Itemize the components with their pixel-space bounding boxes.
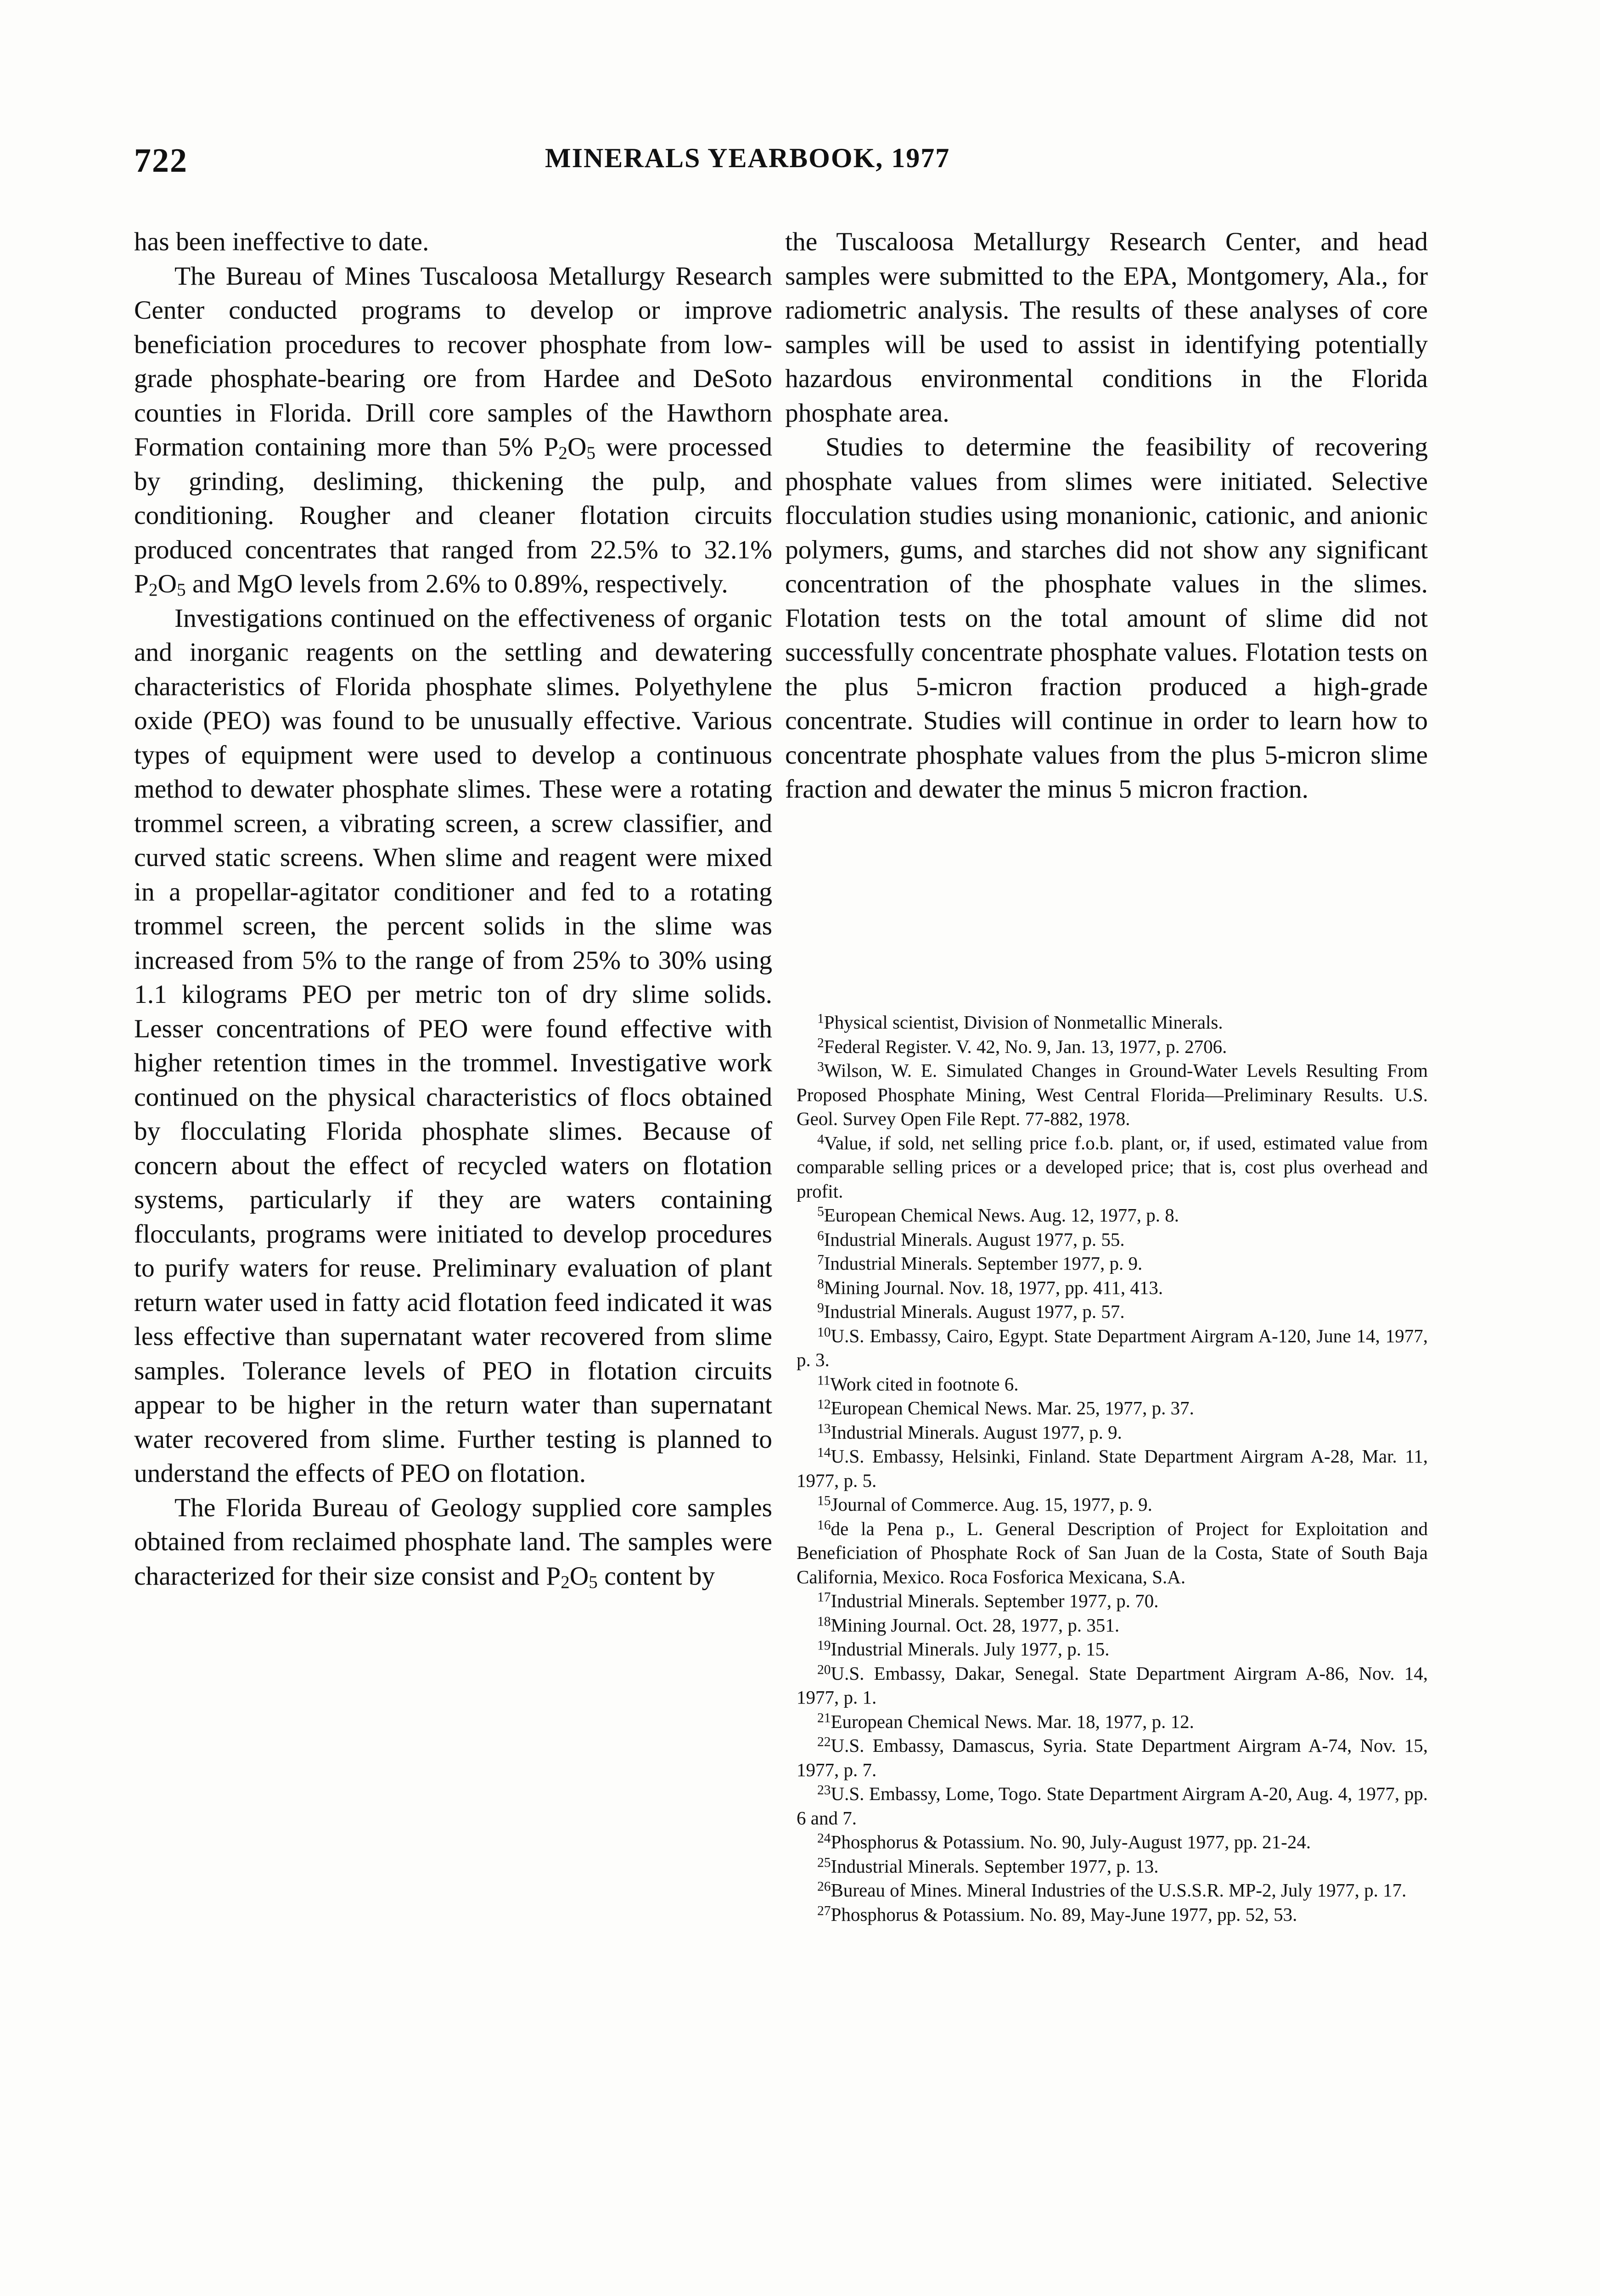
footnote-text: Federal Register. V. 42, No. 9, Jan. 13, 1977, p. 2706.: [824, 1035, 1227, 1057]
footnote-item: [797, 1372, 1428, 1396]
footnote-number: 5: [817, 1204, 824, 1219]
paragraph: Studies to determine the feasibility of recovering phosphate values from slimes were initiated. Selective flocculation studies using monanionic, cationic, and anionic polymers, gums, and starches did not show any significant concentration of the phosphate values in the slimes. Flotation tests on the total amount of slime did not successfully concentrate phosphate values. Flotation tests on the plus 5-micron fraction produced a high-grade concentrate. Studies will continue in order to learn how to concentrate phosphate values from the plus 5-micron slime fraction and dewater the minus 5 micron fraction.: [785, 433, 1428, 804]
footnote-item: [797, 1710, 1428, 1734]
footnote-item: [797, 1733, 1428, 1782]
footnote-text: Mining Journal. Oct. 28, 1977, p. 351.: [831, 1614, 1120, 1636]
footnote-text: U.S. Embassy, Damascus, Syria. State Department Airgram A-74, Nov. 15, 1977, p. 7.: [797, 1735, 1428, 1780]
footnote-text: Phosphorus & Potassium. No. 89, May-June 1977, pp. 52, 53.: [831, 1903, 1297, 1925]
footnote-item: [797, 1637, 1428, 1661]
footnote-item: [797, 1227, 1428, 1252]
footnote-number: 3: [817, 1059, 824, 1075]
footnote-item: [797, 1251, 1428, 1276]
footnote-text: European Chemical News. Mar. 18, 1977, p. 12.: [831, 1711, 1194, 1732]
footnote-number: 4: [817, 1132, 824, 1147]
footnote-item: [797, 1300, 1428, 1324]
footnote-text: Industrial Minerals. September 1977, p. 70.: [831, 1590, 1159, 1611]
footnote-text: de la Pena p., L. General Description of Project for Exploitation and Beneficiation of Phosphate Rock of San Juan de la Costa, State of South Baja California, Mexico. Roca Fosforica Mexicana, S.A.: [797, 1518, 1428, 1587]
footnote-number: 16: [817, 1518, 831, 1533]
footnote-number: 8: [817, 1277, 824, 1292]
footnote-text: Mining Journal. Nov. 18, 1977, pp. 411, 413.: [824, 1277, 1163, 1298]
footnote-number: 18: [817, 1614, 831, 1629]
footnote-item: [797, 1830, 1428, 1854]
footnote-item: [797, 1276, 1428, 1300]
footnote-item: [797, 1324, 1428, 1372]
footnote-number: 27: [817, 1903, 831, 1919]
right-column: [785, 225, 1428, 807]
footnote-item: [797, 1613, 1428, 1638]
page-number: 722: [134, 142, 188, 180]
footnote-text: Industrial Minerals. August 1977, p. 57.: [824, 1301, 1125, 1322]
footnotes-section: [797, 1010, 1428, 1926]
footnote-item: [797, 1035, 1428, 1059]
footnote-text: U.S. Embassy, Helsinki, Finland. State Department Airgram A-28, Mar. 11, 1977, p. 5.: [797, 1446, 1428, 1491]
footnote-number: 7: [817, 1252, 824, 1267]
footnote-item: [797, 1131, 1428, 1204]
footnote-item: [797, 1420, 1428, 1445]
footnote-number: 10: [817, 1325, 831, 1340]
footnote-item: [797, 1782, 1428, 1830]
footnote-number: 12: [817, 1397, 831, 1412]
footnote-text: Wilson, W. E. Simulated Changes in Ground-Water Levels Resulting From Proposed Phosphate Mining, West Central Florida—Preliminary Results. U.S. Geol. Survey Open File Rept. 77-882, 1978.: [797, 1060, 1428, 1129]
footnote-text: U.S. Embassy, Lome, Togo. State Department Airgram A-20, Aug. 4, 1977, pp. 6 and 7.: [797, 1783, 1428, 1829]
footnote-item: [797, 1444, 1428, 1492]
footnote-text: European Chemical News. Aug. 12, 1977, p. 8.: [824, 1204, 1179, 1226]
footnote-item: [797, 1058, 1428, 1131]
footnote-number: 25: [817, 1855, 831, 1870]
paragraph: The Florida Bureau of Geology supplied core samples obtained from reclaimed phosphate land. The samples were characterized for their size consist and $P_2O_5$ content by: [134, 1493, 772, 1592]
footnote-number: 20: [817, 1662, 831, 1677]
left-column: [134, 225, 772, 1593]
footnote-text: Journal of Commerce. Aug. 15, 1977, p. 9.: [831, 1494, 1152, 1515]
footnote-item: [797, 1492, 1428, 1517]
footnote-number: 26: [817, 1879, 831, 1894]
footnote-item: [797, 1878, 1428, 1902]
footnote-item: [797, 1902, 1428, 1927]
footnote-number: 11: [817, 1373, 831, 1388]
footnote-item: [797, 1661, 1428, 1710]
paragraph: has been ineffective to date.: [134, 227, 429, 256]
footnote-text: Physical scientist, Division of Nonmetallic Minerals.: [824, 1012, 1223, 1033]
running-title: MINERALS YEARBOOK, 1977: [545, 143, 950, 173]
footnote-number: 17: [817, 1590, 831, 1605]
footnote-number: 23: [817, 1783, 831, 1798]
footnote-text: Industrial Minerals. September 1977, p. 9.: [824, 1253, 1143, 1274]
footnote-number: 6: [817, 1228, 824, 1244]
footnote-text: Industrial Minerals. July 1977, p. 15.: [831, 1638, 1110, 1660]
footnote-text: Value, if sold, net selling price f.o.b. plant, or, if used, estimated value from comparable selling prices or a developed price; that is, cost plus overhead and profit.: [797, 1132, 1428, 1202]
footnote-text: Industrial Minerals. August 1977, p. 55.: [824, 1228, 1125, 1250]
footnote-text: U.S. Embassy, Dakar, Senegal. State Department Airgram A-86, Nov. 14, 1977, p. 1.: [797, 1662, 1428, 1708]
paragraph: Investigations continued on the effectiveness of organic and inorganic reagents on the settling and dewatering characteristics of Florida phosphate slimes. Polyethylene oxide (PEO) was found to be unusually effective. Various types of equipment were used to develop a continuous method to dewater phosphate slimes. These were a rotating trommel screen, a vibrating screen, a screw classifier, and curved static screens. When slime and reagent were mixed in a propellar-agitator conditioner and fed to a rotating trommel screen, the percent solids in the slime was increased from 5% to the range of from 25% to 30% using 1.1 kilograms PEO per metric ton of dry slime solids. Lesser concentrations of PEO were found effective with higher retention times in the trommel. Investigative work continued on the physical characteristics of flocs obtained by flocculating Florida phosphate slimes. Because of concern about the effect of recycled waters on flotation systems, particularly if they are waters containing flocculants, programs were initiated to develop procedures to purify waters for reuse. Preliminary evaluation of plant return water used in fatty acid flotation feed indicated it was less effective than supernatant water recovered from slime samples. Tolerance levels of PEO in flotation circuits appear to be higher in the return water than supernatant water recovered from slime. Further testing is planned to understand the effects of PEO on flotation.: [134, 603, 772, 1488]
paragraph: The Bureau of Mines Tuscaloosa Metallurgy Research Center conducted programs to develop or improve beneficiation procedures to recover phosphate from low-grade phosphate-bearing ore from Hardee and DeSoto counties in Florida. Drill core samples of the Hawthorn Formation containing more than 5% $P_2O_5$ were processed by grinding, desliming, thickening the pulp, and conditioning. Rougher and cleaner flotation circuits produced concentrates that ranged from 22.5% to 32.1% $P_2O_5$ and MgO levels from 2.6% to 0.89%, respectively.: [134, 261, 772, 600]
footnote-text: Bureau of Mines. Mineral Industries of the U.S.S.R. MP-2, July 1977, p. 17.: [831, 1880, 1407, 1901]
footnote-number: 2: [817, 1035, 824, 1051]
footnote-number: 21: [817, 1711, 831, 1726]
footnote-item: [797, 1854, 1428, 1879]
footnote-item: [797, 1203, 1428, 1227]
footnote-number: 19: [817, 1638, 831, 1653]
footnote-text: Work cited in footnote 6.: [830, 1373, 1019, 1395]
footnote-number: 22: [817, 1734, 831, 1750]
footnote-number: 13: [817, 1421, 831, 1436]
footnote-item: [797, 1589, 1428, 1613]
footnote-text: Industrial Minerals. September 1977, p. 13.: [831, 1855, 1159, 1877]
footnote-number: 14: [817, 1445, 831, 1460]
footnote-number: 9: [817, 1300, 824, 1316]
footnote-text: European Chemical News. Mar. 25, 1977, p. 37.: [831, 1397, 1194, 1418]
footnote-text: U.S. Embassy, Cairo, Egypt. State Department Airgram A-120, June 14, 1977, p. 3.: [797, 1325, 1428, 1370]
page-header: [134, 141, 988, 183]
footnote-number: 24: [817, 1831, 831, 1846]
footnote-text: Phosphorus & Potassium. No. 90, July-August 1977, pp. 21-24.: [831, 1831, 1311, 1852]
paragraph: the Tuscaloosa Metallurgy Research Center, and head samples were submitted to the EPA, Montgomery, Ala., for radiometric analysis. The results of these analyses of core samples will be used to assist in identifying potentially hazardous environmental conditions in the Florida phosphate area.: [785, 227, 1428, 428]
footnote-number: 1: [817, 1011, 824, 1026]
footnote-item: [797, 1517, 1428, 1589]
footnote-item: [797, 1396, 1428, 1420]
footnote-number: 15: [817, 1493, 831, 1508]
footnote-text: Industrial Minerals. August 1977, p. 9.: [831, 1421, 1122, 1443]
footnote-item: [797, 1010, 1428, 1035]
